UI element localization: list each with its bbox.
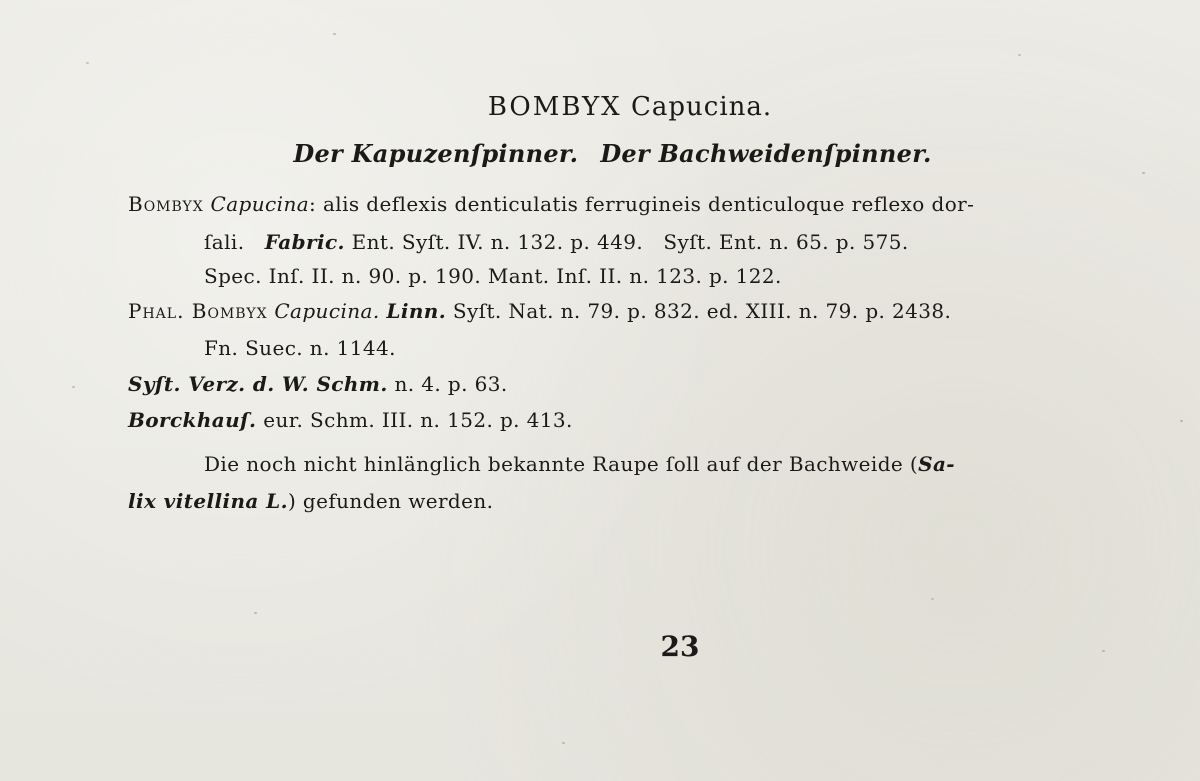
page-subtitle [0, 139, 1200, 168]
page-title [0, 92, 1200, 122]
phal-line-1 [128, 299, 951, 323]
body-text: Die noch nicht hinlänglich bekannte Raupe ſoll auf der Bachweide ( [204, 452, 919, 476]
paper-speck [1018, 54, 1021, 56]
title-species: Capucina. [630, 92, 773, 122]
borck-line [128, 408, 573, 432]
reference-syst: Syſt. Verz. d. W. Schm. [128, 372, 388, 396]
page-number: 23 [660, 630, 700, 663]
description-line-1 [128, 192, 974, 216]
plant-name: lix vitellina L. [128, 489, 288, 513]
syst-line [128, 372, 508, 396]
description-species: Capucina [210, 192, 310, 216]
description-genus: Bombyx [128, 192, 204, 216]
paper-speck [1180, 420, 1183, 422]
subtitle-name-b: Der Bachweidenſpinner. [600, 139, 932, 168]
reference-text: Syſt. Ent. n. 65. p. 575. [663, 230, 909, 254]
reference-text: Ent. Syſt. IV. n. 132. p. 449. [351, 230, 644, 254]
body-text: ) gefunden werden. [287, 489, 494, 513]
body-line-2 [128, 489, 493, 513]
subtitle-name-a: Der Kapuzenſpinner. [293, 139, 579, 168]
paper-speck [86, 62, 89, 64]
plant-name: Sa- [918, 452, 956, 476]
phal-line-2 [204, 336, 396, 360]
reference-borckhaus: Borckhauſ. [128, 408, 257, 432]
description-text: : alis deflexis denticulatis ferrugineis denticuloque reflexo dor- [309, 192, 975, 216]
reference-linn: Linn. [386, 299, 447, 323]
reference-text: n. 4. p. 63. [394, 372, 508, 396]
paper-speck [562, 742, 565, 744]
description-line-2 [204, 230, 909, 254]
reference-text: Spec. Inſ. II. n. 90. p. 190. Mant. Inſ. II. n. 123. p. 122. [204, 264, 782, 288]
body-line-1 [204, 452, 955, 476]
reference-fabric: Fabric. [264, 230, 345, 254]
phal-species: Capucina. [274, 299, 380, 323]
paper-speck [72, 386, 75, 388]
description-line-3 [204, 264, 782, 288]
paper-speck [1142, 172, 1145, 174]
phal-genus: Phal. Bombyx [128, 299, 268, 323]
paper-speck [254, 612, 257, 614]
reference-text: Syſt. Nat. n. 79. p. 832. ed. XIII. n. 79. p. 2438. [452, 299, 952, 323]
paper-speck [333, 33, 336, 35]
reference-text: Fn. Suec. n. 1144. [204, 336, 396, 360]
paper-speck [931, 598, 934, 600]
reference-text: eur. Schm. III. n. 152. p. 413. [263, 408, 573, 432]
paper-speck [1102, 650, 1105, 652]
description-text: ſali. [204, 230, 245, 254]
title-genus: BOMBYX [487, 92, 622, 122]
